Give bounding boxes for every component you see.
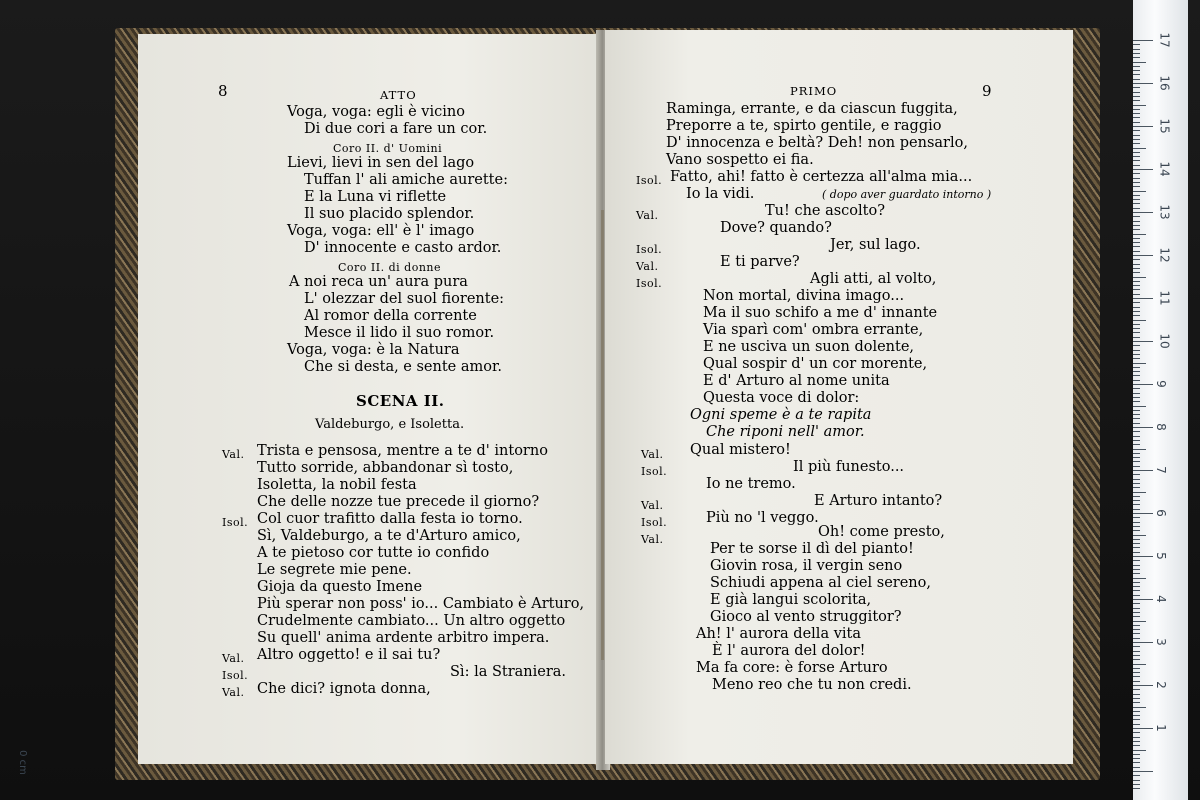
ruler-number: 12 xyxy=(1157,247,1172,263)
ruler-tick xyxy=(1133,500,1140,501)
ruler-tick xyxy=(1133,655,1140,656)
ruler-tick xyxy=(1133,646,1140,647)
ruler-tick xyxy=(1133,517,1140,518)
dialogue-line: Meno reo che tu non credi. xyxy=(712,677,912,693)
ruler-tick xyxy=(1133,444,1140,445)
speaker-label: Isol. xyxy=(641,465,668,478)
ruler-tick xyxy=(1133,277,1146,278)
speaker-label: Val. xyxy=(636,260,659,273)
ruler-tick xyxy=(1133,582,1140,583)
ruler-tick xyxy=(1133,479,1140,480)
ruler-tick xyxy=(1133,302,1140,303)
ruler-tick xyxy=(1133,49,1140,50)
dialogue-line-italic: Ogni speme è a te rapita xyxy=(690,407,872,423)
verse-line: Mesce il lido il suo romor. xyxy=(304,325,495,341)
verse-line: Voga, voga: egli è vicino xyxy=(287,104,465,120)
ruler-tick xyxy=(1133,513,1153,514)
page-number-right: 9 xyxy=(982,82,992,100)
ruler-tick xyxy=(1133,767,1140,768)
ruler-tick xyxy=(1133,719,1140,720)
ruler-tick xyxy=(1133,100,1140,101)
ruler-tick xyxy=(1133,621,1146,622)
ruler-tick xyxy=(1133,504,1140,505)
ruler-number: 4 xyxy=(1153,595,1168,603)
ruler-tick xyxy=(1133,466,1140,467)
ruler-tick xyxy=(1133,629,1140,630)
ruler-tick xyxy=(1133,165,1140,166)
gutter-fold xyxy=(601,210,604,660)
dialogue-line: Jer, sul lago. xyxy=(830,237,921,253)
dialogue-line: E ti parve? xyxy=(720,254,800,270)
ruler-tick xyxy=(1133,685,1153,686)
ruler-tick xyxy=(1133,130,1140,131)
dialogue-line: Qual sospir d' un cor morente, xyxy=(703,356,928,372)
dialogue-line: Raminga, errante, e da ciascun fuggita, xyxy=(666,101,958,117)
speaker-label: Val. xyxy=(641,448,664,461)
speaker-label: Val. xyxy=(222,448,245,461)
ruler-tick xyxy=(1133,543,1140,544)
ruler-number: 10 xyxy=(1157,333,1172,349)
ruler-tick xyxy=(1133,328,1140,329)
ruler-tick xyxy=(1133,569,1140,570)
ruler-tick xyxy=(1133,436,1140,437)
ruler-tick xyxy=(1133,388,1140,389)
speaker-label: Isol. xyxy=(636,243,663,256)
speaker-label: Val. xyxy=(641,533,664,546)
ruler-tick xyxy=(1133,324,1140,325)
chorus-heading: Coro II. d' Uomini xyxy=(333,142,443,155)
ruler-tick xyxy=(1133,603,1140,604)
ruler-tick xyxy=(1133,289,1140,290)
ruler-tick xyxy=(1133,728,1153,729)
ruler-tick xyxy=(1133,337,1140,338)
ruler-tick xyxy=(1133,638,1140,639)
dialogue-line: Oh! come presto, xyxy=(818,524,945,540)
ruler-tick xyxy=(1133,698,1140,699)
ruler-tick xyxy=(1133,74,1140,75)
speaker-label: Isol. xyxy=(636,174,663,187)
ruler-tick xyxy=(1133,758,1140,759)
ruler-tick xyxy=(1133,707,1146,708)
ruler-number: 7 xyxy=(1153,466,1168,474)
dialogue-line: Tutto sorride, abbandonar sì tosto, xyxy=(257,460,514,476)
page-number-left: 8 xyxy=(218,82,228,100)
ruler-tick xyxy=(1133,659,1140,660)
ruler-tick xyxy=(1133,664,1146,665)
ruler-tick xyxy=(1133,298,1153,299)
ruler-tick xyxy=(1133,182,1140,183)
ruler-number: 17 xyxy=(1157,32,1172,48)
ruler-tick xyxy=(1133,406,1146,407)
ruler-tick xyxy=(1133,105,1146,106)
ruler-tick xyxy=(1133,724,1140,725)
dialogue-line: Io la vidi. xyxy=(686,186,755,202)
ruler-tick xyxy=(1133,470,1153,471)
ruler-tick xyxy=(1133,642,1153,643)
ruler-tick xyxy=(1133,672,1140,673)
speaker-label: Isol. xyxy=(222,516,249,529)
ruler-tick xyxy=(1133,440,1140,441)
stage-direction: ( dopo aver guardato intorno ) xyxy=(822,188,992,201)
ruler-tick xyxy=(1133,87,1140,88)
ruler-tick xyxy=(1133,57,1140,58)
ruler-tick xyxy=(1133,246,1140,247)
ruler-tick xyxy=(1133,732,1140,733)
running-head-left: ATTO xyxy=(380,88,417,102)
ruler-tick xyxy=(1133,784,1140,785)
speaker-label: Isol. xyxy=(222,669,249,682)
ruler-tick xyxy=(1133,371,1140,372)
dialogue-line: Preporre a te, spirto gentile, e raggio xyxy=(666,118,942,134)
dialogue-line: Col cuor trafitto dalla festa io torno. xyxy=(257,511,523,527)
ruler-number: 5 xyxy=(1153,552,1168,560)
ruler-tick xyxy=(1133,307,1140,308)
dialogue-line: Crudelmente cambiato... Un altro oggetto xyxy=(257,613,566,629)
ruler-tick xyxy=(1133,522,1140,523)
verse-line: Di due cori a fare un cor. xyxy=(304,121,488,137)
dialogue-line: È l' aurora del dolor! xyxy=(712,643,866,659)
dialogue-line: Gioja da questo Imene xyxy=(257,579,423,595)
ruler-tick xyxy=(1133,375,1140,376)
ruler-tick xyxy=(1133,745,1140,746)
ruler-tick xyxy=(1133,212,1153,213)
ruler-tick xyxy=(1133,255,1153,256)
ruler-tick xyxy=(1133,401,1140,402)
ruler-tick xyxy=(1133,199,1140,200)
ruler-tick xyxy=(1133,711,1140,712)
speaker-label: Val. xyxy=(641,499,664,512)
ruler-tick xyxy=(1133,350,1140,351)
ruler-tick xyxy=(1133,487,1140,488)
ruler-number: 15 xyxy=(1157,118,1172,134)
ruler-tick xyxy=(1133,453,1140,454)
ruler-tick xyxy=(1133,612,1140,613)
ruler-tick xyxy=(1133,702,1140,703)
ruler-tick xyxy=(1133,363,1146,364)
ruler-number: 16 xyxy=(1157,75,1172,91)
ruler-unit: 0 cm xyxy=(16,750,28,775)
ruler-tick xyxy=(1133,651,1140,652)
speaker-label: Val. xyxy=(636,209,659,222)
ruler-tick xyxy=(1133,281,1140,282)
ruler-tick xyxy=(1133,225,1140,226)
ruler-tick xyxy=(1133,272,1140,273)
ruler-tick xyxy=(1133,590,1140,591)
ruler-tick xyxy=(1133,535,1146,536)
dialogue-line: Giovin rosa, il vergin seno xyxy=(710,558,903,574)
verse-line: Tuffan l' ali amiche aurette: xyxy=(304,172,508,188)
ruler-tick xyxy=(1133,285,1140,286)
ruler-tick xyxy=(1133,423,1140,424)
ruler-tick xyxy=(1133,750,1146,751)
verse-line: Voga, voga: ell' è l' imago xyxy=(287,223,475,239)
dialogue-line: Agli atti, al volto, xyxy=(810,271,937,287)
ruler-tick xyxy=(1133,737,1140,738)
verse-line: Il suo placido splendor. xyxy=(304,206,475,222)
ruler-tick xyxy=(1133,229,1140,230)
ruler-tick xyxy=(1133,762,1140,763)
ruler-number: 11 xyxy=(1157,290,1172,306)
dialogue-line: Che dici? ignota donna, xyxy=(257,681,431,697)
ruler-tick xyxy=(1133,113,1140,114)
dialogue-line: E già langui scolorita, xyxy=(710,592,872,608)
speaker-label: Val. xyxy=(222,652,245,665)
dialogue-line: Per te sorse il dì del pianto! xyxy=(710,541,914,557)
ruler-number: 8 xyxy=(1153,423,1168,431)
ruler-tick xyxy=(1133,160,1140,161)
verse-line: Al romor della corrente xyxy=(304,308,477,324)
ruler-tick xyxy=(1133,169,1153,170)
ruler-tick xyxy=(1133,676,1140,677)
ruler-tick xyxy=(1133,754,1140,755)
dialogue-line: Più no 'l veggo. xyxy=(706,510,819,526)
ruler-number: 3 xyxy=(1153,638,1168,646)
ruler-tick xyxy=(1133,586,1140,587)
ruler-tick xyxy=(1133,70,1140,71)
ruler-tick xyxy=(1133,780,1140,781)
speaker-label: Isol. xyxy=(636,277,663,290)
ruler-tick xyxy=(1133,143,1140,144)
dialogue-line: Fatto, ahi! fatto è certezza all'alma mia... xyxy=(670,169,973,185)
verse-line: A noi reca un' aura pura xyxy=(289,274,468,290)
dialogue-line: Schiudi appena al ciel sereno, xyxy=(710,575,931,591)
dialogue-line: E d' Arturo al nome unita xyxy=(703,373,890,389)
ruler-tick xyxy=(1133,771,1153,772)
ruler-tick xyxy=(1133,457,1140,458)
dialogue-line: Dove? quando? xyxy=(720,220,832,236)
ruler-tick xyxy=(1133,264,1140,265)
scene-title: SCENA II. xyxy=(356,392,445,410)
dialogue-line: Gioco al vento struggitor? xyxy=(710,609,902,625)
ruler-tick xyxy=(1133,496,1140,497)
dialogue-line: Questa voce di dolor: xyxy=(703,390,860,406)
verse-line: Voga, voga: è la Natura xyxy=(287,342,460,358)
ruler-tick xyxy=(1133,53,1140,54)
ruler-tick xyxy=(1133,367,1140,368)
ruler-tick xyxy=(1133,689,1140,690)
ruler-tick xyxy=(1133,393,1140,394)
ruler-tick xyxy=(1133,203,1140,204)
ruler-tick xyxy=(1133,173,1140,174)
ruler-tick xyxy=(1133,242,1140,243)
ruler-tick xyxy=(1133,483,1140,484)
ruler-tick xyxy=(1133,139,1140,140)
ruler-tick xyxy=(1133,608,1140,609)
ruler-tick xyxy=(1133,135,1140,136)
ruler-tick xyxy=(1133,117,1140,118)
ruler-tick xyxy=(1133,380,1140,381)
dialogue-line: Il più funesto... xyxy=(793,459,905,475)
ruler-tick xyxy=(1133,560,1140,561)
speaker-label: Val. xyxy=(222,686,245,699)
measurement-ruler xyxy=(1133,0,1188,800)
dialogue-line: Non mortal, divina imago... xyxy=(703,288,905,304)
ruler-tick xyxy=(1133,122,1140,123)
ruler-tick xyxy=(1133,668,1140,669)
verse-line: Che si desta, e sente amor. xyxy=(304,359,502,375)
dialogue-line: A te pietoso cor tutte io confido xyxy=(257,545,490,561)
ruler-tick xyxy=(1133,259,1140,260)
ruler-tick xyxy=(1133,40,1153,41)
speaker-label: Isol. xyxy=(641,516,668,529)
dialogue-line: Più sperar non poss' io... Cambiato è Arturo, xyxy=(257,596,585,612)
ruler-tick xyxy=(1133,148,1146,149)
ruler-tick xyxy=(1133,788,1140,789)
dialogue-line: Sì, Valdeburgo, a te d'Arturo amico, xyxy=(257,528,521,544)
ruler-tick xyxy=(1133,238,1140,239)
ruler-tick xyxy=(1133,539,1140,540)
dialogue-line: Isoletta, la nobil festa xyxy=(257,477,417,493)
ruler-tick xyxy=(1133,427,1153,428)
ruler-tick xyxy=(1133,526,1140,527)
ruler-number: 2 xyxy=(1153,681,1168,689)
dialogue-line: Ma fa core: è forse Arturo xyxy=(696,660,888,676)
verse-line: E la Luna vi riflette xyxy=(304,189,447,205)
ruler-tick xyxy=(1133,595,1140,596)
ruler-tick xyxy=(1133,332,1140,333)
dialogue-line: Vano sospetto ei fia. xyxy=(666,152,814,168)
ruler-tick xyxy=(1133,79,1140,80)
ruler-tick xyxy=(1133,599,1153,600)
ruler-tick xyxy=(1133,83,1153,84)
ruler-tick xyxy=(1133,556,1153,557)
dialogue-line: Tu! che ascolto? xyxy=(765,203,886,219)
ruler-tick xyxy=(1133,66,1140,67)
dialogue-line: Via sparì com' ombra errante, xyxy=(703,322,924,338)
verse-line: L' olezzar del suol fiorente: xyxy=(304,291,505,307)
dialogue-line: Trista e pensosa, mentre a te d' intorno xyxy=(257,443,548,459)
ruler-tick xyxy=(1133,234,1146,235)
ruler-tick xyxy=(1133,186,1140,187)
ruler-number: 14 xyxy=(1157,161,1172,177)
ruler-tick xyxy=(1133,397,1140,398)
ruler-tick xyxy=(1133,431,1140,432)
ruler-number: 13 xyxy=(1157,204,1172,220)
ruler-tick xyxy=(1133,681,1140,682)
dialogue-line: E Arturo intanto? xyxy=(814,493,943,509)
ruler-tick xyxy=(1133,741,1140,742)
dialogue-line: Che delle nozze tue precede il giorno? xyxy=(257,494,540,510)
dialogue-line: Altro oggetto! e il sai tu? xyxy=(257,647,441,663)
ruler-tick xyxy=(1133,96,1140,97)
ruler-tick xyxy=(1133,216,1140,217)
verse-line: D' innocente e casto ardor. xyxy=(304,240,502,256)
ruler-number: 1 xyxy=(1153,724,1168,732)
scene-characters: Valdeburgo, e Isoletta. xyxy=(315,417,465,432)
ruler-tick xyxy=(1133,221,1140,222)
ruler-tick xyxy=(1133,294,1140,295)
dialogue-line: Ma il suo schifo a me d' innante xyxy=(703,305,938,321)
ruler-tick xyxy=(1133,616,1140,617)
ruler-tick xyxy=(1133,474,1140,475)
ruler-tick xyxy=(1133,315,1140,316)
dialogue-line: D' innocenza e beltà? Deh! non pensarlo, xyxy=(666,135,968,151)
verse-line: Lievi, lievi in sen del lago xyxy=(287,155,475,171)
ruler-tick xyxy=(1133,268,1140,269)
ruler-tick xyxy=(1133,775,1140,776)
ruler-tick xyxy=(1133,492,1146,493)
dialogue-line: Le segrete mie pene. xyxy=(257,562,412,578)
ruler-tick xyxy=(1133,341,1153,342)
ruler-tick xyxy=(1133,354,1140,355)
ruler-tick xyxy=(1133,715,1140,716)
ruler-tick xyxy=(1133,547,1140,548)
dialogue-line: Sì: la Straniera. xyxy=(450,664,567,680)
ruler-tick xyxy=(1133,251,1140,252)
dialogue-line: Qual mistero! xyxy=(690,442,791,458)
ruler-tick xyxy=(1133,573,1140,574)
ruler-number: 9 xyxy=(1153,380,1168,388)
ruler-tick xyxy=(1133,565,1140,566)
ruler-tick xyxy=(1133,625,1140,626)
ruler-tick xyxy=(1133,109,1140,110)
ruler-tick xyxy=(1133,345,1140,346)
ruler-tick xyxy=(1133,126,1153,127)
dialogue-line: Ah! l' aurora della vita xyxy=(696,626,862,642)
ruler-tick xyxy=(1133,694,1140,695)
dialogue-line: Io ne tremo. xyxy=(706,476,796,492)
ruler-tick xyxy=(1133,384,1153,385)
ruler-tick xyxy=(1133,195,1140,196)
dialogue-line: E ne usciva un suon dolente, xyxy=(703,339,915,355)
ruler-number: 6 xyxy=(1153,509,1168,517)
ruler-tick xyxy=(1133,62,1146,63)
ruler-tick xyxy=(1133,410,1140,411)
ruler-tick xyxy=(1133,92,1140,93)
ruler-tick xyxy=(1133,156,1140,157)
ruler-tick xyxy=(1133,358,1140,359)
ruler-tick xyxy=(1133,311,1140,312)
ruler-tick xyxy=(1133,530,1140,531)
ruler-tick xyxy=(1133,191,1146,192)
ruler-tick xyxy=(1133,509,1140,510)
chorus-heading: Coro II. di donne xyxy=(338,261,441,274)
ruler-tick xyxy=(1133,178,1140,179)
ruler-tick xyxy=(1133,449,1146,450)
ruler-tick xyxy=(1133,44,1140,45)
dialogue-line-italic: Che riponi nell' amor. xyxy=(706,424,865,440)
ruler-tick xyxy=(1133,578,1146,579)
ruler-tick xyxy=(1133,208,1140,209)
ruler-tick xyxy=(1133,418,1140,419)
ruler-tick xyxy=(1133,414,1140,415)
ruler-tick xyxy=(1133,320,1146,321)
ruler-tick xyxy=(1133,552,1140,553)
ruler-tick xyxy=(1133,461,1140,462)
ruler-tick xyxy=(1133,633,1140,634)
dialogue-line: Su quell' anima ardente arbitro impera. xyxy=(257,630,550,646)
running-head-right: PRIMO xyxy=(790,84,838,98)
ruler-tick xyxy=(1133,152,1140,153)
